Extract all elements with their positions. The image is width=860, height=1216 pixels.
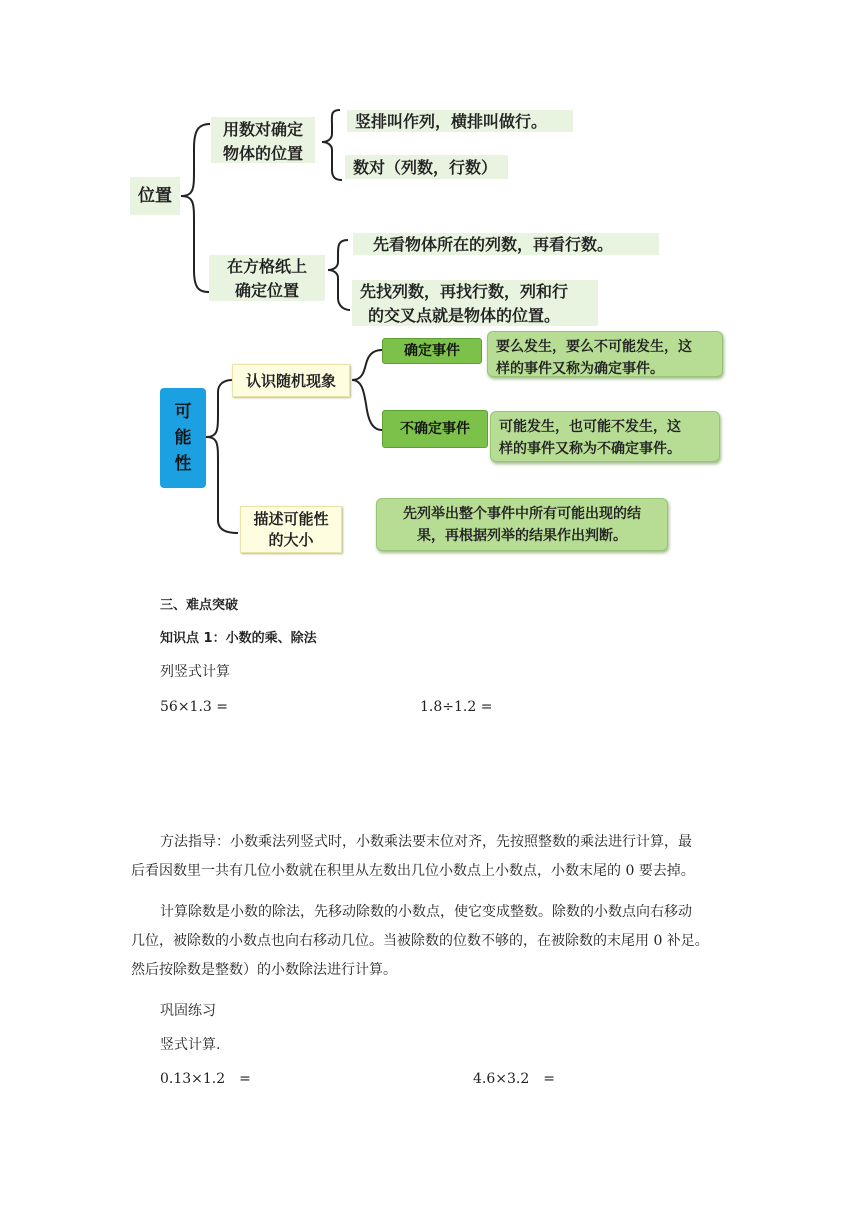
practice-title: 巩固练习 — [160, 1003, 216, 1019]
mindmap-describe-desc: 先列举出整个事件中所有可能出现的结 果，再根据列举的结果作出判断。 — [376, 498, 668, 551]
mindmap-leaf-number-pair: 数对（列数，行数） — [345, 155, 508, 179]
mindmap-root-position: 位置 — [130, 177, 180, 215]
mindmap-branch-coordinate: 用数对确定 物体的位置 — [211, 117, 315, 163]
mindmap-uncertain-event-desc: 可能发生，也可能不发生，这 样的事件又称为不确定事件。 — [490, 411, 720, 462]
division-guide-paragraph: 计算除数是小数的除法，先移动除数的小数点，使它变成整数。除数的小数点向右移动 几位，被除数的小数点也向右移动几位。当被除数的位数不够的，在被除数的末尾用 0 补足。 然后按除数是整数）的小数除法进行计算。 — [131, 904, 709, 978]
mindmap-leaf-column-row: 竖排叫作列，横排叫做行。 — [347, 110, 573, 132]
mindmap-branch-describe: 描述可能性 的大小 — [240, 506, 342, 553]
mindmap-certain-event-desc: 要么发生，要么不可能发生，这 样的事件又称为确定事件。 — [487, 331, 723, 377]
mindmap-uncertain-event: 不确定事件 — [382, 410, 488, 448]
knowledge-point-title: 知识点 1：小数的乘、除法 — [160, 631, 317, 646]
instruction-text: 列竖式计算 — [160, 664, 230, 680]
mindmap-root-possibility: 可 能 性 — [160, 388, 206, 488]
mindmap-certain-event: 确定事件 — [382, 338, 482, 364]
practice-exercise-2: 4.6×3.2 = — [473, 1071, 555, 1087]
method-guide-paragraph: 方法指导：小数乘法列竖式时，小数乘法要末位对齐，先按照整数的乘法进行计算，最 后看因数里一共有几位小数就在积里从左数出几位小数点上小数点，小数末尾的 0 要去掉。 — [131, 834, 695, 879]
mindmap-leaf-intersection: 先找列数，再找行数，列和行 的交叉点就是物体的位置。 — [352, 280, 598, 326]
practice-instruction: 竖式计算. — [160, 1037, 221, 1053]
practice-exercise-1: 0.13×1.2 = — [160, 1071, 251, 1087]
mindmap-branch-grid-paper: 在方格纸上 确定位置 — [209, 255, 325, 301]
exercise-multiply: 56×1.3 = — [160, 699, 228, 715]
mindmap-leaf-column-then-row: 先看物体所在的列数，再看行数。 — [353, 233, 659, 255]
mindmap-branch-random: 认识随机现象 — [232, 364, 350, 397]
section-title: 三、难点突破 — [160, 598, 239, 613]
exercise-divide: 1.8÷1.2 = — [420, 699, 493, 715]
